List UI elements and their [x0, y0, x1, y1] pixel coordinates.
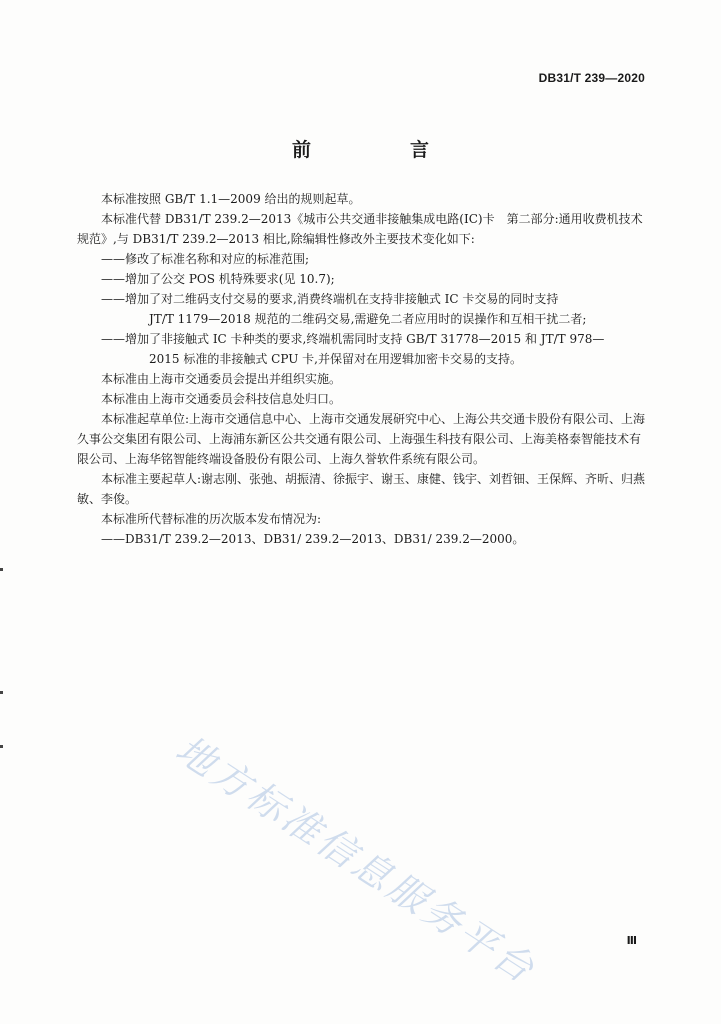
drafting-units: 本标准起草单位:上海市交通信息中心、上海市交通发展研究中心、上海公共交通卡股份有限公司、上海久事公交集团有限公司、上海浦东新区公共交通有限公司、上海强生科技有限公司、上海美格泰智能技术有限公司、上海华铭智能终端设备股份有限公司、上海久誉软件系统有限公司。	[77, 412, 646, 466]
scan-mark	[0, 691, 3, 694]
list-item-continuation: 2015 标准的非接触式 CPU 卡,并保留对在用逻辑加密卡交易的支持。	[149, 352, 522, 366]
list-item: ——DB31/T 239.2—2013、DB31/ 239.2—2013、DB31/ 239.2—2000。	[101, 532, 525, 546]
standard-code: DB31/T 239—2020	[538, 71, 645, 85]
paragraph: 本标准代替 DB31/T 239.2—2013《城市公共交通非接触集成电路(IC)卡 第二部分:通用收费机技术规范》,与 DB31/T 239.2—2013 相比,除编辑性修改外主要技术变化如下:	[77, 212, 643, 246]
paragraph: 本标准由上海市交通委员会提出并组织实施。	[101, 372, 342, 386]
paragraph: 本标准按照 GB/T 1.1—2009 给出的规则起草。	[101, 192, 361, 206]
drafters: 本标准主要起草人:谢志刚、张弛、胡振清、徐振宇、谢玉、康健、钱宇、刘哲钿、王保辉、齐昕、归燕敏、李俊。	[77, 472, 646, 506]
paragraph: 本标准所代替标准的历次版本发布情况为:	[101, 512, 322, 526]
page-title: 前 言	[291, 139, 469, 161]
foreword-body	[77, 189, 651, 549]
list-item: ——增加了对二维码支付交易的要求,消费终端机在支持非接触式 IC 卡交易的同时支持	[101, 292, 559, 306]
watermark: 地方标准信息服务平台	[168, 726, 545, 993]
page-number: Ⅲ	[626, 934, 637, 947]
scan-mark	[0, 568, 3, 571]
list-item: ——增加了非接触式 IC 卡种类的要求,终端机需同时支持 GB/T 31778—2015 和 JT/T 978—	[101, 332, 605, 346]
list-item: ——增加了公交 POS 机特殊要求(见 10.7);	[101, 272, 335, 286]
paragraph: 本标准由上海市交通委员会科技信息处归口。	[101, 392, 342, 406]
scan-mark	[0, 745, 3, 748]
list-item-continuation: JT/T 1179—2018 规范的二维码交易,需避免二者应用时的误操作和互相干扰二者;	[149, 312, 587, 326]
list-item: ——修改了标准名称和对应的标准范围;	[101, 252, 310, 266]
